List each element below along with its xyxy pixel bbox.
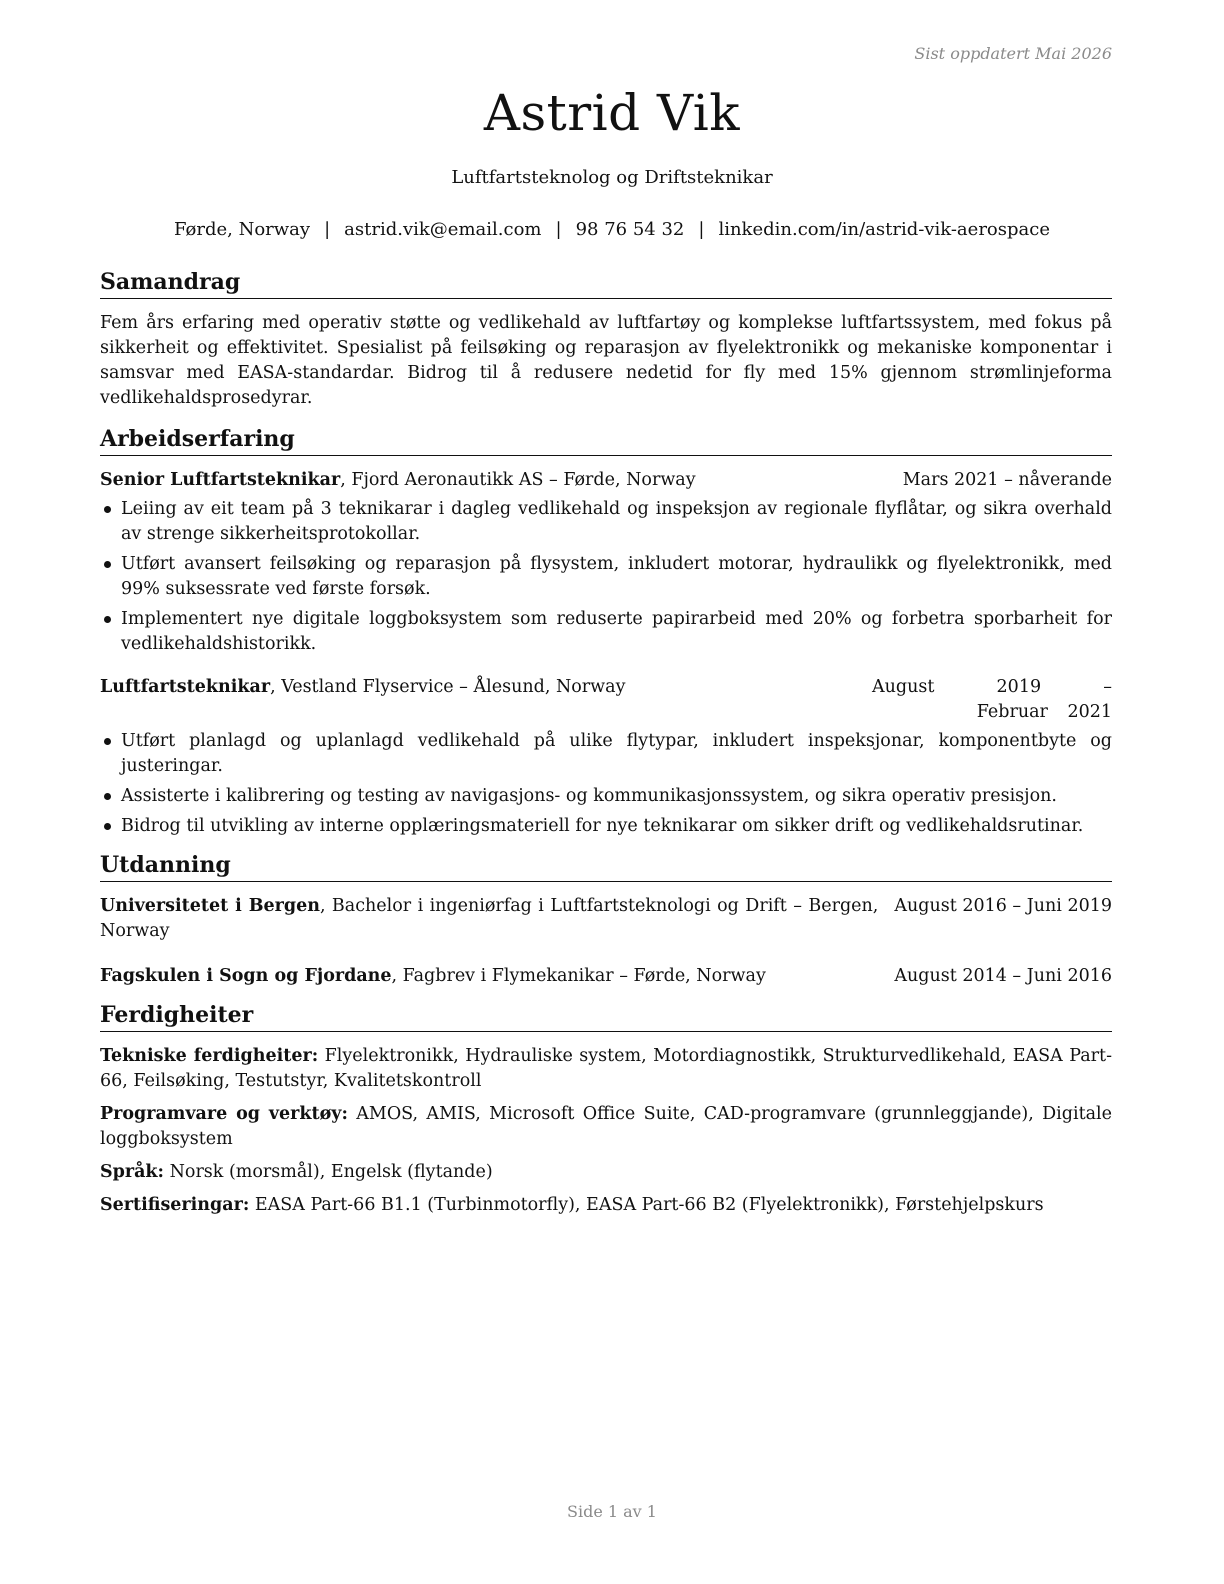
contact-line	[0, 219, 1224, 240]
job-bullets	[100, 729, 1112, 839]
job-dates: Mars 2021 – nåverande	[902, 470, 1112, 490]
job-header	[100, 468, 1112, 493]
skill-label: Språk:	[100, 1162, 165, 1182]
education-program	[100, 964, 878, 989]
section-heading-education: Utdanning	[100, 851, 1112, 882]
skill-line	[100, 1160, 1112, 1185]
job-bullet: Leiing av eit team på 3 teknikarar i dagleg vedlikehald og inspeksjon av regionale flyflåtar, og sikra overhald av strenge sikkerheitsprotokollar.	[100, 497, 1112, 547]
job-bullet: Implementert nye digitale loggboksystem som reduserte papirarbeid med 20% og forbetra sporbarheit for vedlikehaldshistorikk.	[100, 607, 1112, 657]
job-organization: , Fjord Aeronautikk AS – Førde, Norway	[340, 470, 696, 490]
skill-line	[100, 1044, 1112, 1094]
job-bullets	[100, 497, 1112, 657]
skill-value: Norsk (morsmål), Engelsk (flytande)	[164, 1162, 493, 1182]
skill-line	[100, 1193, 1112, 1218]
job-position	[100, 468, 887, 493]
contact-separator: |	[555, 219, 562, 240]
education-header	[100, 894, 1112, 944]
summary-text: Fem års erfaring med operativ støtte og vedlikehald av luftfartøy og komplekse luftfartssystem, med fokus på sikkerheit og effektivitet. Spesialist på feilsøking og reparasjon av flyelektronikk og mekaniske komponentar i samsvar med EASA-standardar. Bidrog til å redusere nedetid for fly med 15% gjennom strømlinjeforma vedlikehaldsprosedyrar.	[100, 313, 1112, 408]
job-bullet: Bidrog til utvikling av interne opplæringsmateriell for nye teknikarar om sikker drift og vedlikehaldsrutinar.	[100, 814, 1112, 839]
job-organization: , Vestland Flyservice – Ålesund, Norway	[270, 677, 626, 697]
contact-email[interactable]: astrid.vik@email.com	[344, 219, 542, 240]
job-entry	[100, 675, 1112, 839]
education-school: Universitetet i Bergen	[100, 896, 320, 916]
skill-value: AMOS, AMIS, Microsoft Office Suite, CAD-programvare (grunnleggjande), Digitale loggboksystem	[100, 1104, 1112, 1149]
section-heading-summary: Samandrag	[100, 268, 1112, 299]
skill-label: Sertifiseringar:	[100, 1195, 250, 1215]
contact-location: Førde, Norway	[174, 219, 311, 240]
skill-value: Flyelektronikk, Hydrauliske system, Motordiagnostikk, Strukturvedlikehald, EASA Part-66, Feilsøking, Testutstyr, Kvalitetskontroll	[100, 1046, 1112, 1091]
job-role: Luftfartsteknikar	[100, 677, 271, 697]
contact-phone: 98 76 54 32	[575, 219, 685, 240]
job-bullet: Utført planlagd og uplanlagd vedlikehald på ulike flytypar, inkludert inspeksjonar, komponentbyte og justeringar.	[100, 729, 1112, 779]
job-dates: August 2019 – Februar 2021	[872, 677, 1112, 722]
contact-linkedin[interactable]: linkedin.com/in/astrid-vik-aerospace	[718, 219, 1050, 240]
education-header	[100, 964, 1112, 989]
job-entry	[100, 468, 1112, 657]
education-entry	[100, 964, 1112, 989]
skill-value: EASA Part-66 B1.1 (Turbinmotorfly), EASA Part-66 B2 (Flyelektronikk), Førstehjelpskurs	[249, 1195, 1044, 1215]
job-position	[100, 675, 856, 700]
skill-line	[100, 1102, 1112, 1152]
contact-separator: |	[698, 219, 705, 240]
job-bullet: Assisterte i kalibrering og testing av navigasjons- og kommunikasjonssystem, og sikra operativ presisjon.	[100, 784, 1112, 809]
page-number: Side 1 av 1	[567, 1502, 657, 1521]
section-heading-skills: Ferdigheiter	[100, 1001, 1112, 1032]
education-detail: , Bachelor i ingeniørfag i Luftfartsteknologi og Drift – Bergen, Norway	[100, 896, 879, 941]
education-school: Fagskulen i Sogn og Fjordane	[100, 966, 392, 986]
job-bullet: Utført avansert feilsøking og reparasjon på flysystem, inkludert motorar, hydraulikk og flyelektronikk, med 99% suksessrate ved første forsøk.	[100, 552, 1112, 602]
candidate-name: Astrid Vik	[483, 84, 741, 142]
education-program	[100, 894, 878, 944]
section-heading-experience: Arbeidserfaring	[100, 425, 1112, 456]
education-entry	[100, 894, 1112, 944]
education-detail: , Fagbrev i Flymekanikar – Førde, Norway	[391, 966, 766, 986]
job-role: Senior Luftfartsteknikar	[100, 470, 341, 490]
education-dates: August 2014 – Juni 2016	[894, 966, 1112, 986]
skill-label: Programvare og verktøy:	[100, 1104, 348, 1124]
contact-separator: |	[324, 219, 331, 240]
resume-content	[100, 268, 1112, 1226]
candidate-title: Luftfartsteknolog og Driftsteknikar	[451, 167, 773, 188]
job-header	[100, 675, 1112, 725]
skill-label: Tekniske ferdigheiter:	[100, 1046, 319, 1066]
education-dates: August 2016 – Juni 2019	[894, 896, 1112, 916]
last-updated: Sist oppdatert Mai 2026	[914, 44, 1112, 63]
